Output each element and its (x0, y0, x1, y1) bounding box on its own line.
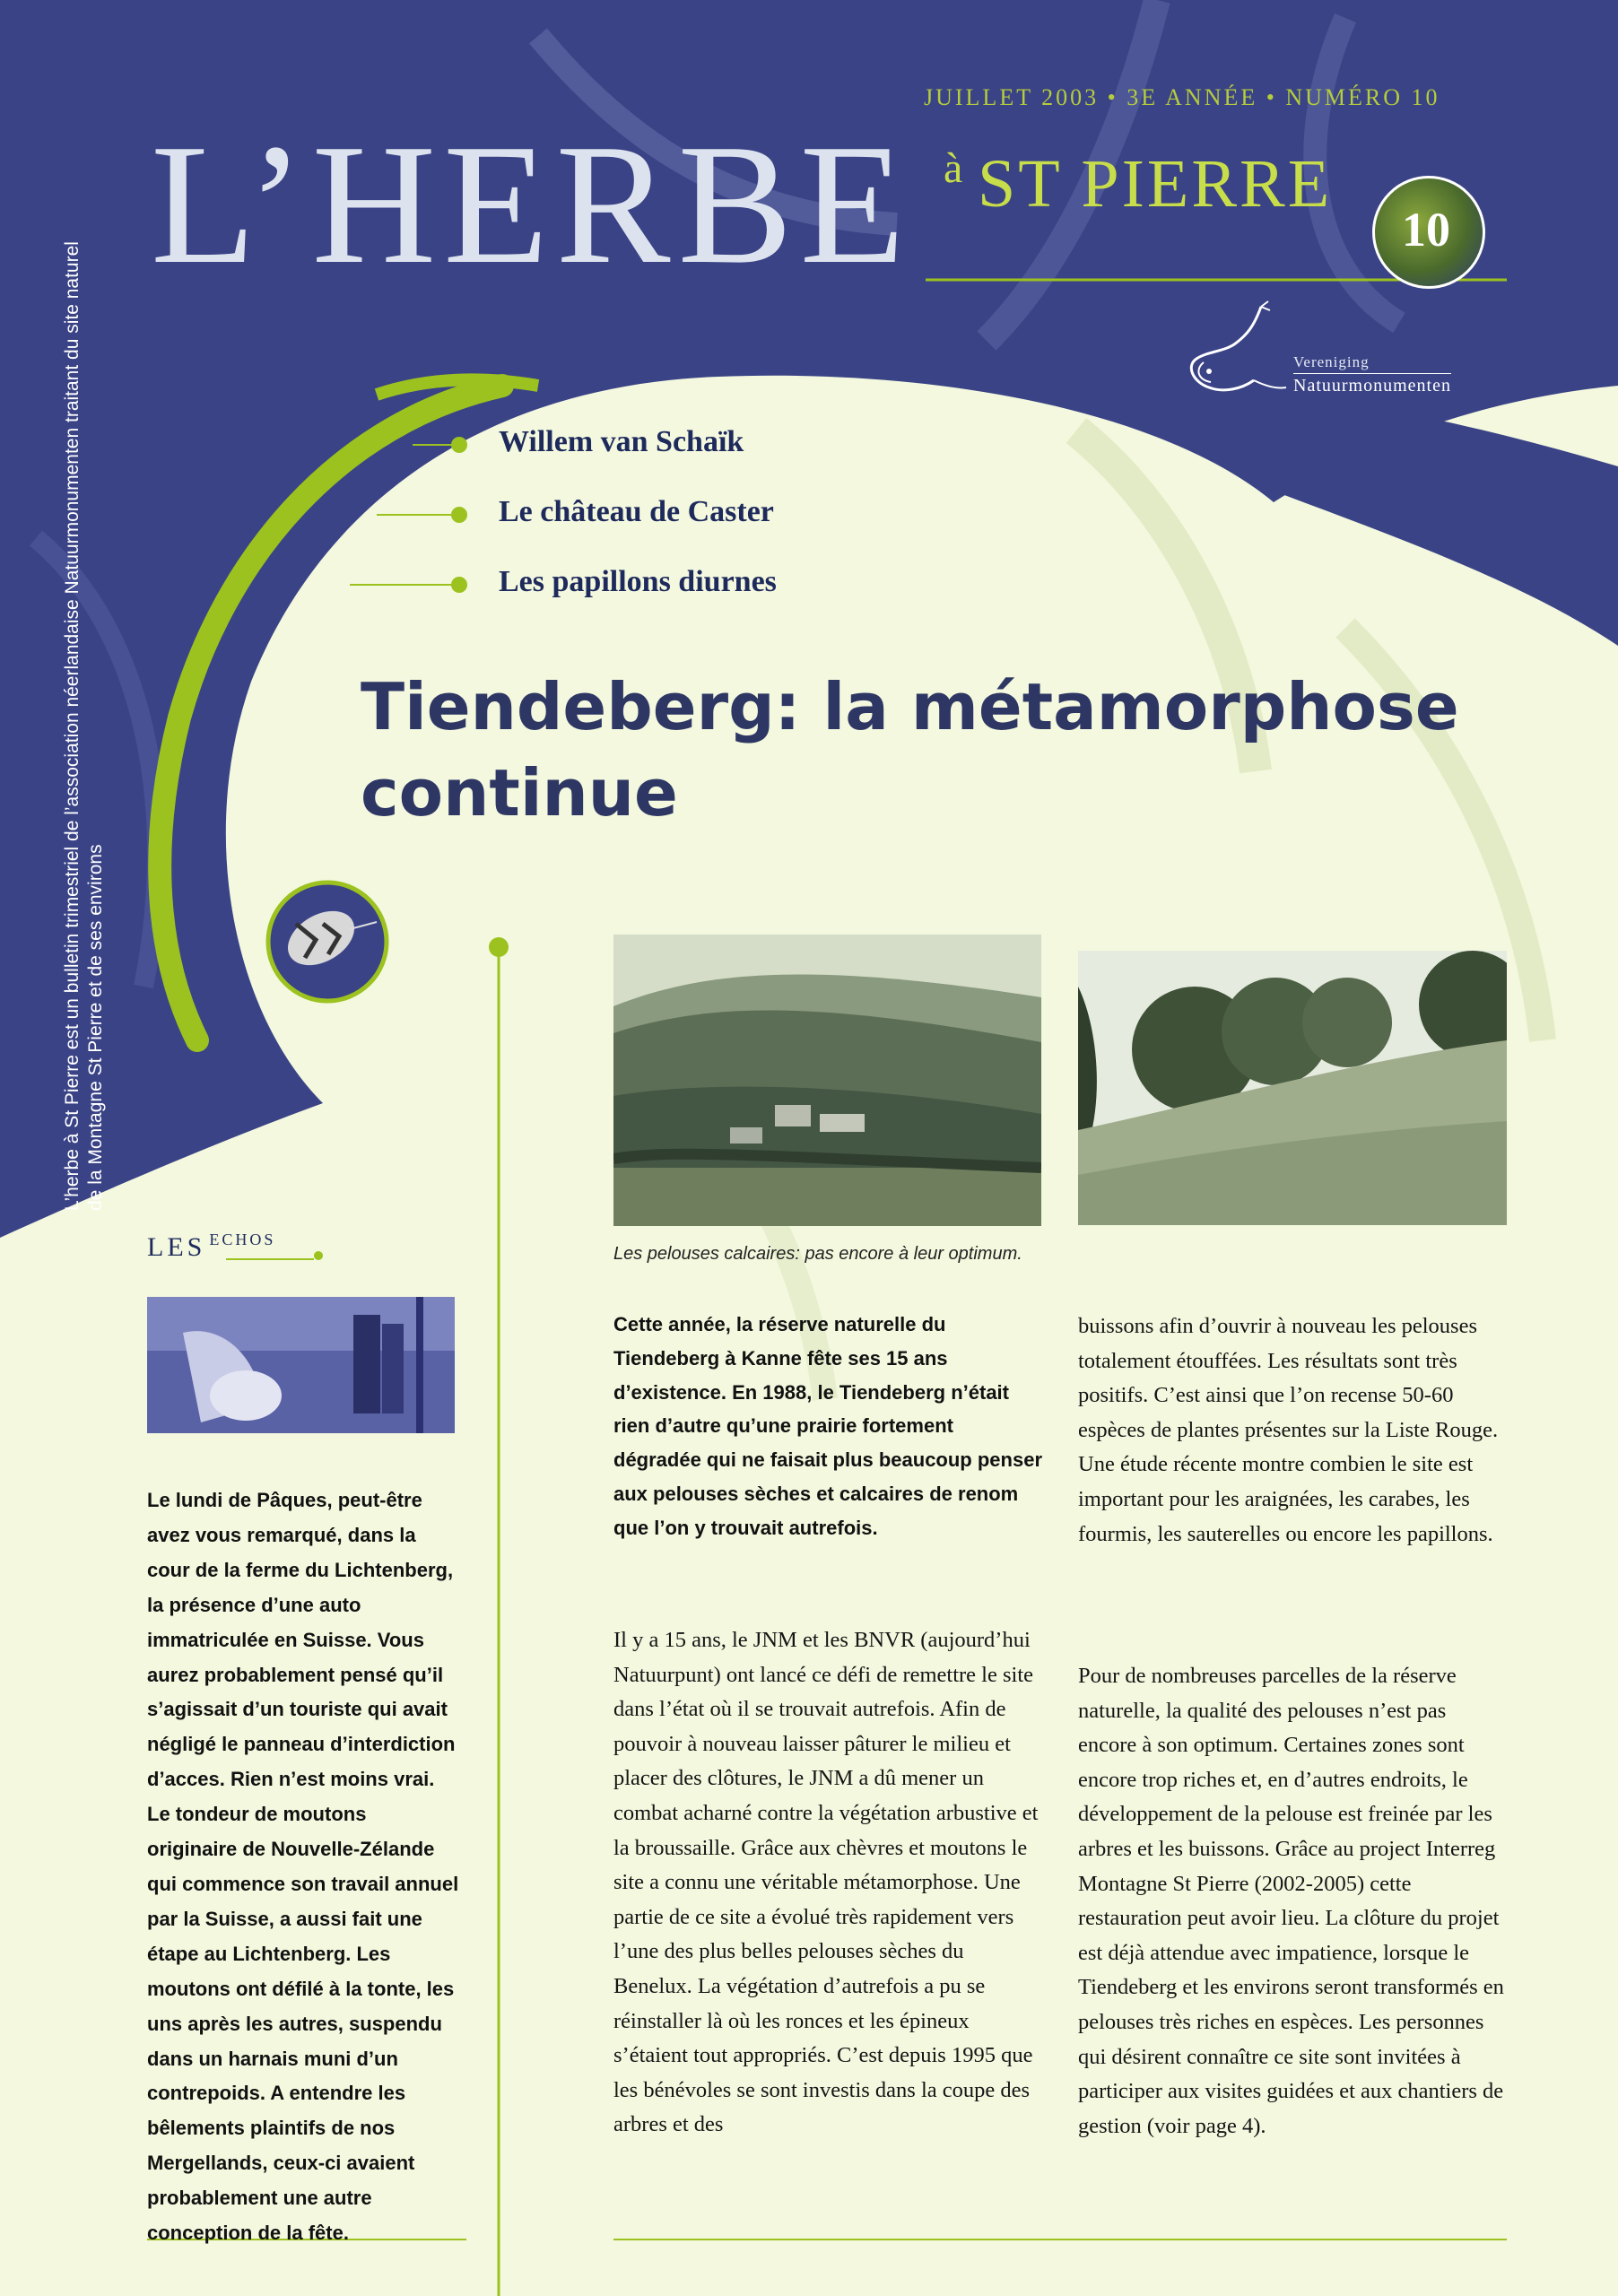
issue-number: 10 (1402, 203, 1450, 257)
masthead-title-a: à (944, 144, 963, 192)
article-paragraph-3: Pour de nombreuses parcelles de la réserve naturelle, la qualité des pelouses n’est pas encore à son optimum. Certaines zones sont encore trop riches et, en d’autres endroits, le développement de la pelouse est freinée par les arbres et les buissons. Grâce au project Interreg Montagne St Pierre (2002-2005) cette restauration peut avoir lieu. La clôture du projet est déjà attendue avec impatience, lorsque le Tiendeberg et les environs seront transformés en pelouses très riches en espèces. Les personnes qui désirent connaître ce site sont invitées à participer aux visites guidées et aux chantiers de gestion (voir page 4). (1078, 1664, 1504, 2138)
masthead-title: L’HERBE (151, 109, 912, 300)
article-intro: Cette année, la réserve naturelle du Tiendeberg à Kanne fête ses 15 ans d’existence. En 1988, le Tiendeberg n’était rien d’autre qu’une prairie fortement dégradée qui ne faisait plus beaucoup penser aux pelouses sèches et calcaires de renom que l’on y trouvait autrefois. (613, 1313, 1043, 1539)
toc-item-1[interactable]: Willem van Schaïk (499, 425, 744, 458)
photo-sheep-shearing (147, 1297, 455, 1433)
issue-number-badge (1372, 176, 1485, 289)
les-echos-echos: ECHOS (209, 1231, 276, 1248)
article-paragraph-2: buissons afin d’ouvrir à nouveau les pelouses totalement étouffées. Les résultats sont très positifs. C’est ainsi que l’on recense 50-60 espèces de plantes présentes sur la Liste Rouge. Une étude récente montre combien le site est important pour les araignées, les carabes, les fourmis, les sauterelles ou encore les papillons. (1078, 1314, 1499, 1546)
logo-text-natuurmonumenten: Natuurmonumenten (1293, 373, 1451, 396)
les-echos-les: LES (147, 1232, 206, 1262)
les-echos-label (147, 1232, 275, 1263)
article-paragraph-1: Il y a 15 ans, le JNM et les BNVR (aujourd’hui Natuurpunt) ont lancé ce défi de remettre le site dans l’état où il se trouvait autrefois. Afin de pouvoir à nouveau laisser pâturer le milieu et placer des clôtures, le JNM a dû mener un combat acharné contre la végétation arbustive et la broussaille. Grâce aux chèvres et moutons le site a connu une véritable métamorphose. Une partie de ce site a évolué très rapidement vers l’une des plus belles pelouses sèches du Benelux. La végétation d’autrefois a pu se réinstaller là où les ronces et les épineux s’étaient tout appropriés. C’est depuis 1995 que les bénévoles se sont investis dans la coupe des arbres et des (613, 1628, 1039, 2137)
photo-meadow-hill (1078, 951, 1507, 1225)
toc-item-2[interactable]: Le château de Caster (499, 495, 774, 528)
side-description-line2: de la Montagne St Pierre et de ses environs (85, 844, 106, 1211)
photo-caption: Les pelouses calcaires: pas encore à leur optimum. (613, 1244, 1022, 1264)
logo-text-vereniging: Vereniging (1293, 353, 1370, 370)
photo-village-landscape (613, 935, 1041, 1226)
natuurmonumenten-logo (1168, 300, 1509, 416)
echos-text: Le lundi de Pâques, peut-être avez vous remarqué, dans la cour de la ferme du Lichtenberg, la présence d’une auto immatriculée en Suisse. Vous aurez probablement pensé qu’il s’agissait d’un touriste qui avait négligé le panneau d’interdiction d’acces. Rien n’est moins vrai. Le tondeur de moutons originaire de Nouvelle-Zélande qui commence son travail annuel par la Suisse, a aussi fait une étape au Lichtenberg. Les moutons ont défilé à la tonte, les uns après les autres, suspendu dans un harnais muni d’un contrepoids. A entendre les bêlements plaintifs de nos Mergellands, ceux-ci avaient probablement une autre conception de la fête. (147, 1489, 459, 2245)
side-description (61, 99, 108, 1211)
issue-line: JUILLET 2003 • 3E ANNÉE • NUMÉRO 10 (924, 84, 1440, 110)
masthead-place: ST PIERRE (978, 146, 1333, 222)
side-description-line1: L’herbe à St Pierre est un bulletin trimestriel de l’association néerlandaise Natuurmonumenten traitant du site naturel (62, 241, 83, 1211)
bird-logo-icon (1168, 300, 1293, 416)
toc-item-3[interactable]: Les papillons diurnes (499, 565, 777, 598)
article-headline: Tiendeberg: la métamorphose continue (361, 669, 1459, 831)
